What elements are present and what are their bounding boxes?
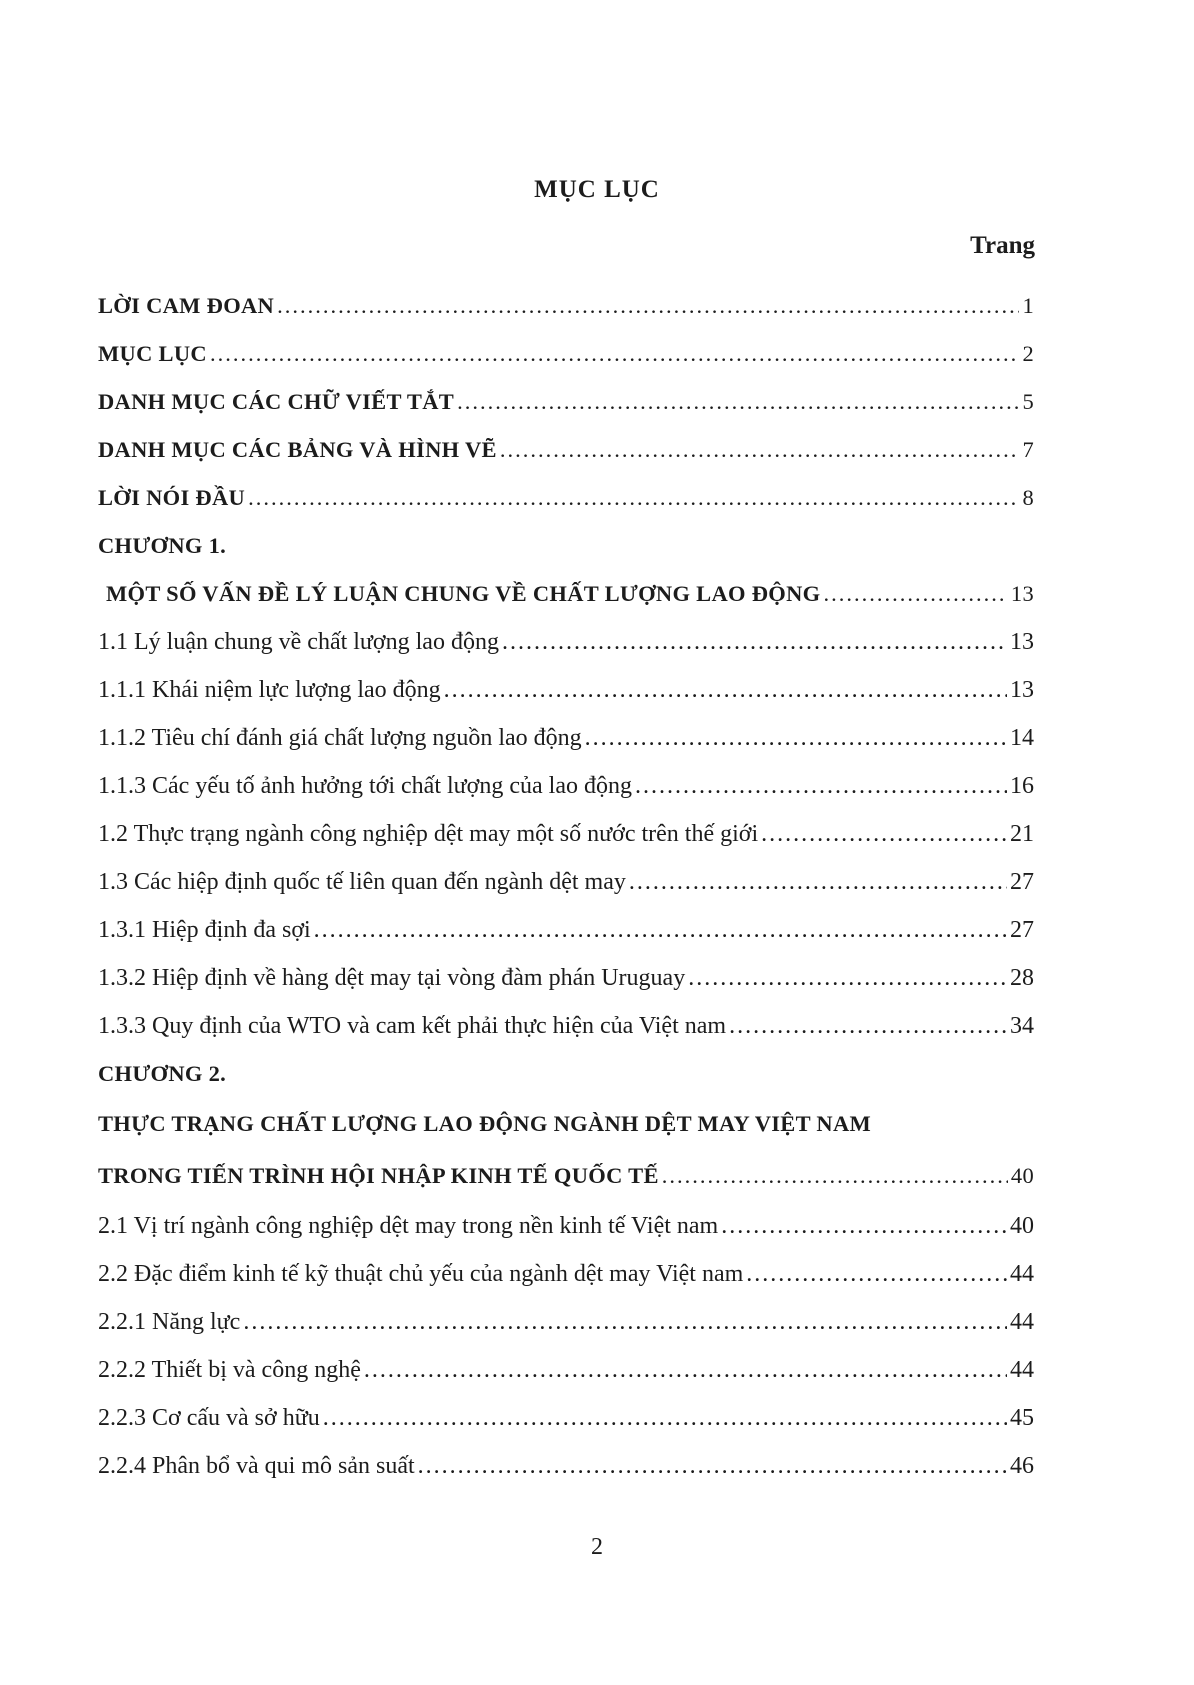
toc-entry-page: 21 [1010,821,1034,847]
toc-entry-page: 2 [1022,341,1034,366]
leader-dots [248,474,1019,522]
leader-dots [585,714,1007,762]
toc-entry-title: MỘT SỐ VẤN ĐỀ LÝ LUẬN CHUNG VỀ CHẤT LƯỢNG LAO ĐỘNG [106,581,821,606]
toc-entry-page: 45 [1010,1405,1034,1431]
toc-entry-page: 1 [1022,293,1034,318]
toc-entry-page: 13 [1010,677,1034,703]
toc-entry-chapter-2[interactable] [98,1150,1034,1202]
leader-dots [323,1394,1007,1442]
leader-dots [243,1298,1007,1346]
toc-entry-title: 1.1.3 Các yếu tố ảnh hưởng tới chất lượng của lao động [98,773,632,799]
leader-dots [500,426,1020,474]
leader-dots [314,906,1007,954]
leader-dots [761,810,1007,858]
toc-entry-2-2[interactable] [98,1250,1034,1298]
toc-entry-title: 1.2 Thực trạng ngành công nghiệp dệt may một số nước trên thế giới [98,821,759,847]
toc-entry-title: 1.1 Lý luận chung về chất lượng lao động [98,629,499,655]
toc-entry-title: 1.3 Các hiệp định quốc tế liên quan đến ngành dệt may [98,869,626,895]
page-number: 2 [591,1534,603,1560]
toc-chapter-heading [98,522,1034,570]
leader-dots [662,1150,1008,1202]
toc-entry-page: 5 [1022,389,1034,414]
leader-dots [746,1250,1007,1298]
toc-entry-page: 46 [1010,1453,1034,1479]
leader-dots [502,618,1007,666]
toc-entry-page: 44 [1010,1309,1034,1335]
toc-entry-page: 44 [1010,1357,1034,1383]
toc-entry-1-3-1[interactable] [98,906,1034,954]
page-column-header: Trang [970,232,1035,259]
toc-entry-page: 16 [1010,773,1034,799]
toc-entry-title: CHƯƠNG 1. [98,533,227,558]
toc-entry-1-1[interactable] [98,618,1034,666]
toc-entry-abbreviations[interactable] [98,378,1034,426]
toc-chapter-heading [98,1050,1034,1098]
toc-entry-title: 2.2.1 Năng lực [98,1309,241,1335]
leader-dots [364,1346,1007,1394]
toc-entry-1-2[interactable] [98,810,1034,858]
toc-entry-title: LỜI CAM ĐOAN [98,293,275,318]
toc-entry-chapter-1[interactable] [98,570,1034,618]
leader-dots [729,1002,1007,1050]
toc-entry-page: 27 [1010,917,1034,943]
toc-entry-page: 7 [1022,437,1034,462]
toc-entry-title: CHƯƠNG 2. [98,1061,227,1086]
toc-entry-title: 2.2.4 Phân bổ và qui mô sản suất [98,1453,415,1479]
toc-entry-tables-figures[interactable] [98,426,1034,474]
toc-entry-2-2-3[interactable] [98,1394,1034,1442]
toc-entry-title: DANH MỤC CÁC BẢNG VÀ HÌNH VẼ [98,437,497,462]
toc-entry-page: 28 [1010,965,1034,991]
toc-entry-page: 8 [1022,485,1034,510]
table-of-contents [98,282,1034,1490]
toc-entry-1-3[interactable] [98,858,1034,906]
toc-entry-2-2-4[interactable] [98,1442,1034,1490]
toc-entry-loi-noi-dau[interactable] [98,474,1034,522]
toc-entry-title: DANH MỤC CÁC CHỮ VIẾT TẮT [98,389,455,414]
toc-entry-title: 2.1 Vị trí ngành công nghiệp dệt may trong nền kinh tế Việt nam [98,1213,719,1239]
leader-dots [688,954,1007,1002]
toc-entry-page: 40 [1010,1163,1034,1188]
toc-entry-2-2-1[interactable] [98,1298,1034,1346]
toc-entry-page: 44 [1010,1261,1034,1287]
toc-entry-title: TRONG TIẾN TRÌNH HỘI NHẬP KINH TẾ QUỐC TẾ [98,1163,659,1188]
toc-entry-page: 14 [1010,725,1034,751]
toc-entry-title: 1.3.2 Hiệp định về hàng dệt may tại vòng đàm phán Uruguay [98,965,686,991]
toc-chapter-2-title-line-1 [98,1098,1034,1150]
toc-entry-page: 40 [1010,1213,1034,1239]
toc-entry-title: 2.2 Đặc điểm kinh tế kỹ thuật chủ yếu của ngành dệt may Việt nam [98,1261,744,1287]
toc-entry-page: 13 [1010,581,1034,606]
page-title: MỤC LỤC [534,176,660,203]
leader-dots [210,330,1019,378]
toc-entry-1-1-1[interactable] [98,666,1034,714]
leader-dots [444,666,1007,714]
toc-entry-2-2-2[interactable] [98,1346,1034,1394]
toc-entry-page: 34 [1010,1013,1034,1039]
toc-entry-2-1[interactable] [98,1202,1034,1250]
leader-dots [629,858,1007,906]
toc-entry-title: 1.3.3 Quy định của WTO và cam kết phải thực hiện của Việt nam [98,1013,727,1039]
toc-entry-1-1-2[interactable] [98,714,1034,762]
leader-dots [277,282,1019,330]
leader-dots [457,378,1019,426]
toc-entry-title: 1.3.1 Hiệp định đa sợi [98,917,311,943]
leader-dots [418,1442,1007,1490]
toc-entry-title: THỰC TRẠNG CHẤT LƯỢNG LAO ĐỘNG NGÀNH DỆT MAY VIỆT NAM [98,1111,872,1136]
toc-entry-muc-luc[interactable] [98,330,1034,378]
toc-entry-loi-cam-doan[interactable] [98,282,1034,330]
toc-entry-page: 27 [1010,869,1034,895]
toc-entry-title: LỜI NÓI ĐẦU [98,485,246,510]
toc-entry-title: 1.1.1 Khái niệm lực lượng lao động [98,677,441,703]
toc-entry-page: 13 [1010,629,1034,655]
toc-entry-title: 1.1.2 Tiêu chí đánh giá chất lượng nguồn lao động [98,725,582,751]
toc-entry-title: 2.2.2 Thiết bị và công nghệ [98,1357,361,1383]
leader-dots [635,762,1007,810]
toc-entry-1-3-3[interactable] [98,1002,1034,1050]
leader-dots [823,570,1007,618]
toc-entry-1-3-2[interactable] [98,954,1034,1002]
leader-dots [721,1202,1007,1250]
toc-entry-1-1-3[interactable] [98,762,1034,810]
toc-entry-title: 2.2.3 Cơ cấu và sở hữu [98,1405,320,1431]
toc-entry-title: MỤC LỤC [98,341,207,366]
